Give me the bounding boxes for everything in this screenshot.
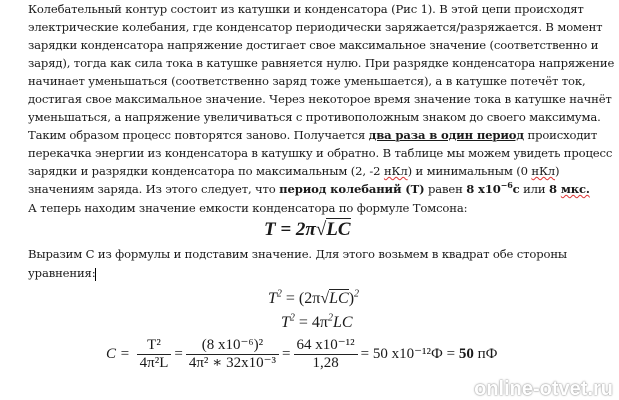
- text-line: [28, 265, 96, 281]
- fraction: [186, 337, 279, 372]
- unit-text: мкс.: [560, 182, 590, 196]
- formula-part: T: [268, 290, 277, 307]
- sqrt-icon: √: [315, 219, 327, 240]
- numerator: (8 x10⁻⁶)²: [186, 337, 279, 355]
- text-line: Колебательный контур состоит из катушки и конденсатора (Рис 1). В этой цепи происходят: [28, 2, 584, 16]
- text-line: [28, 163, 559, 179]
- fraction: [137, 337, 172, 372]
- text-line: [28, 181, 590, 197]
- denominator: 1,28: [312, 355, 339, 371]
- emphasis-text: два раза в один период: [368, 128, 524, 142]
- formula-expanded: [281, 313, 353, 332]
- exponent: −6: [500, 180, 513, 191]
- text-line: перекачка энергии из конденсатора в катушку и обратно. В таблице мы можем увидеть процесс: [28, 146, 613, 160]
- formula-part: LC: [329, 290, 349, 307]
- exponent: 2: [276, 288, 282, 300]
- text: ) и минимальным (0: [407, 164, 532, 178]
- result-value: 50: [458, 345, 474, 362]
- denominator: 4π² ∗ 32x10⁻³: [188, 355, 277, 371]
- exponent: 2: [328, 312, 334, 324]
- formula-part: = (2π: [281, 290, 321, 307]
- exponent: 2: [354, 288, 360, 300]
- numerator: 64 x10⁻¹²: [294, 337, 358, 355]
- period-value: 8 x10: [466, 182, 501, 196]
- paragraph-thomson: А теперь находим значение емкости конденсатора по формуле Томсона:: [28, 201, 468, 215]
- text: зарядки и разрядки конденсатора по максимальным (2, -2: [28, 164, 384, 178]
- formula-part: C =: [106, 345, 130, 362]
- text-cursor: [95, 268, 96, 281]
- formula-capacitance: C = $\frac{\text{T²}}{\text{4π²L}}$ = $\frac{\text{(8 x10⁻⁶)²}}{\text{4π² ∗ 32x10⁻³}}$ = $\frac{\text{64 x10⁻¹²}}{1,28}$ = 50 x10⁻¹²Ф = 50 пФ: [106, 337, 498, 371]
- result-unit: пФ: [473, 345, 498, 362]
- text-line: заряд), тогда как сила тока в катушке равняется нулю. При разрядке конденсатора напряжение: [28, 56, 615, 70]
- text: ): [555, 164, 560, 178]
- period-value: 8: [549, 182, 561, 196]
- text-line: [28, 127, 597, 143]
- formula-part: LC: [333, 314, 353, 331]
- formula-thomson: [264, 219, 351, 241]
- text-line: уменьшаться, а напряжение увеличиваться с противоположным знаком до своего максимума.: [28, 110, 601, 124]
- formula-part: = 4π: [294, 314, 329, 331]
- denominator: 4π²L: [139, 355, 169, 371]
- text: равен: [424, 182, 467, 196]
- formula-part: LC: [326, 219, 351, 240]
- numerator: T²: [137, 337, 172, 355]
- text-line: начинает уменьшаться (соответственно заряд тоже уменьшается), а в катушке потечёт ток,: [28, 74, 586, 88]
- text-line: достигая свое максимальное значение. Через некоторое время значение тока в катушке начнёт: [28, 92, 612, 106]
- exponent: 2: [289, 312, 295, 324]
- text-line: зарядки конденсатора напряжение достигает свое максимальное значение (соответственно и: [28, 38, 599, 52]
- formula-part: T: [281, 314, 290, 331]
- unit-text: нКл: [531, 164, 556, 178]
- emphasis-text: период колебаний (Т): [279, 182, 425, 196]
- text: значениям заряда. Из этого следует, что: [28, 182, 280, 196]
- text: или: [519, 182, 550, 196]
- fraction: [294, 337, 358, 372]
- text: уравнения:: [28, 266, 96, 280]
- watermark: online-otvet.ru: [474, 378, 613, 400]
- unit-text: нКл: [383, 164, 408, 178]
- paragraph-express-c: Выразим С из формулы и подставим значение. Для этого возьмем в квадрат обе стороны: [28, 247, 567, 261]
- text: происходит: [523, 128, 598, 142]
- text-line: электрические колебания, где конденсатор периодически заряжается/разряжается. В момент: [28, 20, 603, 34]
- sqrt-icon: √: [320, 290, 330, 307]
- formula-part: ): [348, 290, 355, 307]
- formula-part: = 50 x10⁻¹²Ф =: [360, 345, 456, 362]
- unit-text: с: [512, 182, 520, 196]
- text: Таким образом процесс повторятся заново. Получается: [28, 128, 369, 142]
- formula-squared: [268, 289, 359, 308]
- formula-part: T: [264, 219, 276, 240]
- formula-part: = 2π: [275, 219, 316, 240]
